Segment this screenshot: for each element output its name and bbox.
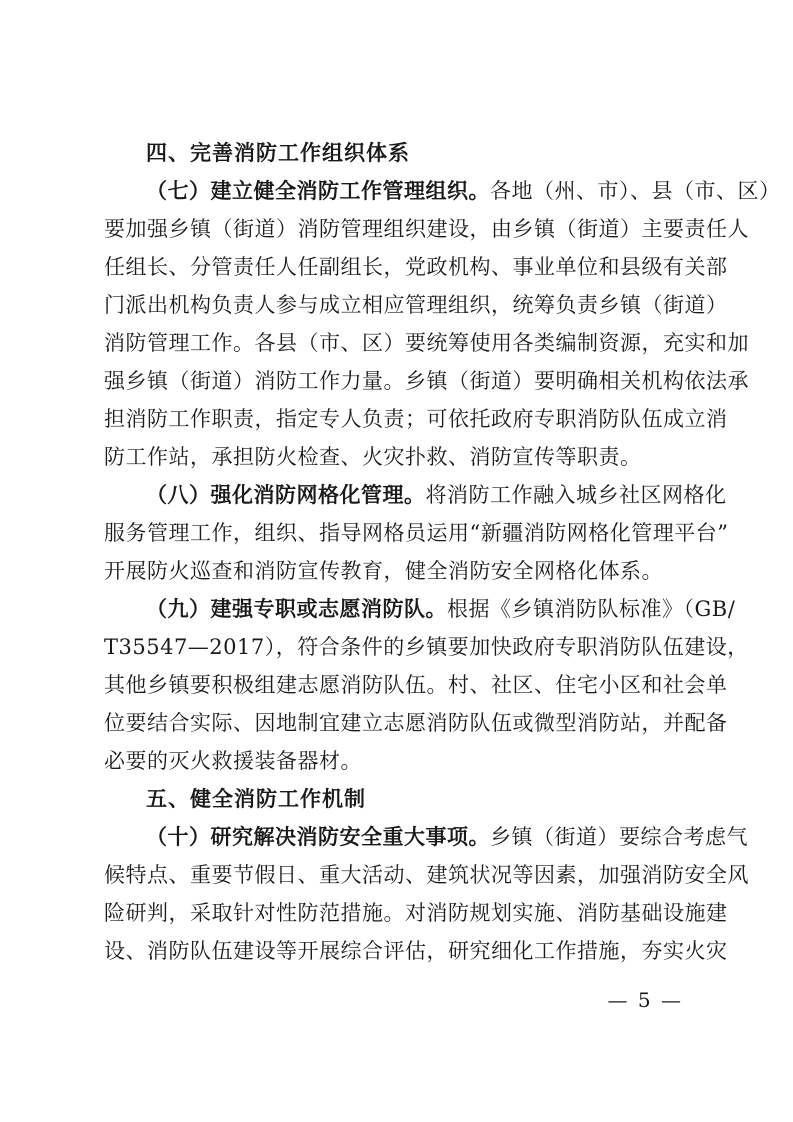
paragraph-7-line-3: 任组长、分管责任人任副组长，党政机构、事业单位和县级有关部 — [104, 255, 728, 279]
paragraph-10-line-4: 设、消防队伍建设等开展综合评估，研究细化工作措施，夯实火灾 — [104, 939, 728, 963]
paragraph-9-line-1 — [104, 590, 736, 628]
paragraph-9-line-4: 位要结合实际、因地制宜建立志愿消防队伍或微型消防站，并配备 — [104, 711, 728, 735]
paragraph-7-line-7: 担消防工作职责，指定专人负责；可依托政府专职消防队伍成立消 — [104, 407, 728, 431]
page-number: — 5 — — [607, 988, 683, 1012]
section-heading-4: 四、完善消防工作组织体系 — [146, 141, 410, 165]
paragraph-7-line-8: 防工作站，承担防火检查、火灾扑救、消防宣传等职责。 — [104, 445, 642, 469]
paragraph-8-text: 将消防工作融入城乡社区网格化 — [425, 483, 727, 507]
paragraph-8-line-2: 服务管理工作，组织、指导网格员运用“新疆消防网格化管理平台” — [104, 521, 729, 545]
paragraph-7-line-5: 消防管理工作。各县（市、区）要统筹使用各类编制资源，充实和加 — [104, 331, 749, 355]
paragraph-9-text: 根据《乡镇消防队标准》（GB/ — [447, 597, 736, 621]
paragraph-7-line-4: 门派出机构负责人参与成立相应管理组织，统筹负责乡镇（街道） — [104, 293, 728, 317]
document-body — [104, 134, 781, 970]
paragraph-10-line-3: 险研判，采取针对性防范措施。对消防规划实施、消防基础设施建 — [104, 901, 728, 925]
paragraph-8-lead: （八）强化消防网格化管理。 — [146, 482, 426, 507]
paragraph-9-line-3: 其他乡镇要积极组建志愿消防队伍。村、社区、住宅小区和社会单 — [104, 673, 728, 697]
paragraph-10-text: 乡镇（街道）要综合考虑气 — [490, 825, 748, 849]
paragraph-7-lead: （七）建立健全消防工作管理组织。 — [146, 178, 490, 203]
paragraph-7-line-2: 要加强乡镇（街道）消防管理组织建设，由乡镇（街道）主要责任人 — [104, 217, 749, 241]
paragraph-9-line-2: T35547—2017），符合条件的乡镇要加快政府专职消防队伍建设， — [104, 635, 749, 659]
paragraph-7-line-1 — [104, 172, 781, 210]
paragraph-8-line-1 — [104, 476, 727, 514]
paragraph-7-text: 各地（州、市）、县（市、区） — [490, 179, 781, 203]
paragraph-8-line-3: 开展防火巡查和消防宣传教育，健全消防安全网格化体系。 — [104, 559, 663, 583]
paragraph-7-line-6: 强乡镇（街道）消防工作力量。乡镇（街道）要明确相关机构依法承 — [104, 369, 749, 393]
section-heading-5: 五、健全消防工作机制 — [146, 787, 366, 811]
paragraph-10-line-2: 候特点、重要节假日、重大活动、建筑状况等因素，加强消防安全风 — [104, 863, 749, 887]
paragraph-10-lead: （十）研究解决消防安全重大事项。 — [146, 824, 490, 849]
paragraph-9-line-5: 必要的灭火救援装备器材。 — [104, 749, 362, 773]
paragraph-9-lead: （九）建强专职或志愿消防队。 — [146, 596, 447, 621]
paragraph-10-line-1 — [104, 818, 748, 856]
